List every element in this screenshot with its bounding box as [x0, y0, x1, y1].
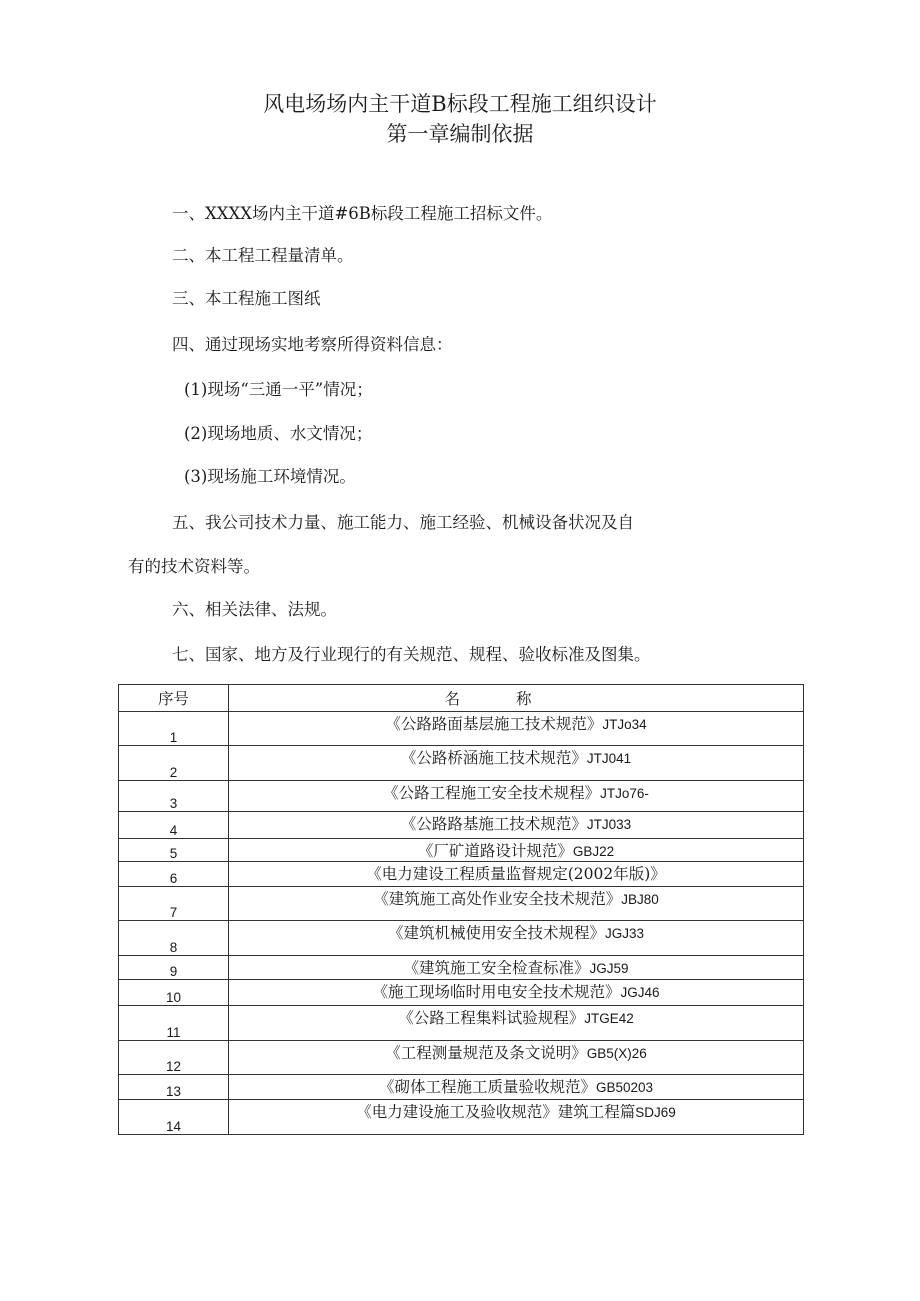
standard-name: 《公路工程施工安全技术规程》 — [383, 784, 601, 802]
paragraph-2: 二、本工程工程量清单。 — [172, 246, 354, 265]
row-standard-cell — [229, 887, 804, 921]
row-standard-cell — [229, 956, 804, 980]
row-serial-no: 8 — [119, 921, 229, 956]
standard-name: 《工程测量规范及条文说明》 — [385, 1044, 587, 1062]
row-standard-cell — [229, 1100, 804, 1135]
row-serial-no: 7 — [119, 887, 229, 921]
header-name: 名称 — [229, 685, 804, 712]
standard-code: JTJ041 — [586, 751, 632, 766]
chapter-title: 第一章编制依据 — [386, 122, 534, 146]
table-row — [119, 862, 804, 887]
paragraph-3: 三、本工程施工图纸 — [172, 289, 321, 308]
paragraph-4-item-3: (3)现场施工环境情况。 — [184, 467, 356, 486]
standard-name: 《公路路面基层施工技术规范》 — [385, 715, 603, 733]
row-serial-no: 2 — [119, 746, 229, 781]
row-serial-no: 3 — [119, 781, 229, 812]
paragraph-4-item-2: (2)现场地质、水文情况； — [184, 424, 373, 443]
table-row — [119, 887, 804, 921]
standard-name: 《公路桥涵施工技术规范》 — [400, 749, 587, 767]
table-row — [119, 1041, 804, 1075]
standard-code: GB5(X)26 — [586, 1046, 647, 1061]
row-serial-no: 13 — [119, 1075, 229, 1100]
row-serial-no: 5 — [119, 839, 229, 862]
table-row — [119, 812, 804, 839]
paragraph-6: 六、相关法律、法规。 — [172, 600, 337, 619]
table-row — [119, 746, 804, 781]
paragraph-7: 七、国家、地方及行业现行的有关规范、规程、验收标准及图集。 — [172, 645, 651, 664]
standard-name: 《建筑施工安全检查标准》 — [403, 959, 590, 977]
standard-code: SDJ69 — [635, 1105, 676, 1120]
document-title: 风电场场内主干道B标段工程施工组织设计 — [263, 92, 657, 116]
paragraph-5: 五、我公司技术力量、施工能力、施工经验、机械设备状况及自 — [172, 513, 634, 532]
standard-code: GB50203 — [595, 1080, 654, 1095]
standard-code: JGJ59 — [589, 961, 629, 976]
standard-name: 《厂矿道路设计规范》 — [417, 842, 573, 860]
row-standard-cell — [229, 812, 804, 839]
standard-name: 《施工现场临时用电安全技术规范》 — [372, 983, 621, 1001]
standard-code: GBJ22 — [572, 844, 615, 859]
standard-name: 《砌体工程施工质量验收规范》 — [378, 1078, 596, 1096]
paragraph-4: 四、通过现场实地考察所得资料信息： — [172, 335, 453, 354]
row-standard-cell — [229, 1041, 804, 1075]
row-standard-cell — [229, 746, 804, 781]
row-standard-cell — [229, 839, 804, 862]
standard-code: JGJ46 — [620, 985, 660, 1000]
row-serial-no: 4 — [119, 812, 229, 839]
table-header-row — [119, 685, 804, 712]
row-standard-cell — [229, 862, 804, 887]
standard-name: 《公路工程集料试验规程》 — [398, 1009, 585, 1027]
row-serial-no: 11 — [119, 1006, 229, 1041]
standard-name: 《建筑施工高处作业安全技术规范》 — [373, 890, 622, 908]
row-serial-no: 1 — [119, 712, 229, 746]
table-row — [119, 1075, 804, 1100]
standard-code: JTJ033 — [586, 817, 632, 832]
paragraph-5-continued: 有的技术资料等。 — [128, 557, 260, 576]
table-row — [119, 1006, 804, 1041]
row-serial-no: 6 — [119, 862, 229, 887]
table-row — [119, 921, 804, 956]
standard-code: JTJo34 — [602, 717, 647, 732]
standard-code: JGJ33 — [604, 926, 645, 941]
table-row — [119, 712, 804, 746]
table-row — [119, 839, 804, 862]
row-standard-cell — [229, 781, 804, 812]
row-standard-cell — [229, 980, 804, 1006]
paragraph-1: 一、XXXX场内主干道#6B标段工程施工招标文件。 — [172, 204, 553, 223]
standard-code: JTJo76- — [600, 786, 649, 801]
standard-code: JTGE42 — [584, 1011, 634, 1026]
table-row — [119, 956, 804, 980]
standard-name: 《电力建设工程质量监督规定(2002年版)》 — [366, 865, 666, 883]
table-row — [119, 781, 804, 812]
paragraph-4-item-1: (1)现场“三通一平”情况； — [184, 380, 373, 399]
row-standard-cell — [229, 921, 804, 956]
header-serial-no: 序号 — [119, 685, 229, 712]
standard-name: 《电力建设施工及验收规范》建筑工程篇 — [356, 1103, 636, 1121]
row-serial-no: 14 — [119, 1100, 229, 1135]
standards-table — [118, 684, 804, 1135]
standard-code: JBJ80 — [621, 892, 659, 907]
table-row — [119, 1100, 804, 1135]
row-standard-cell — [229, 1006, 804, 1041]
row-serial-no: 10 — [119, 980, 229, 1006]
row-standard-cell — [229, 712, 804, 746]
row-serial-no: 9 — [119, 956, 229, 980]
row-standard-cell — [229, 1075, 804, 1100]
standard-name: 《公路路基施工技术规范》 — [400, 815, 587, 833]
row-serial-no: 12 — [119, 1041, 229, 1075]
table-row — [119, 980, 804, 1006]
standard-name: 《建筑机械使用安全技术规程》 — [387, 924, 605, 942]
